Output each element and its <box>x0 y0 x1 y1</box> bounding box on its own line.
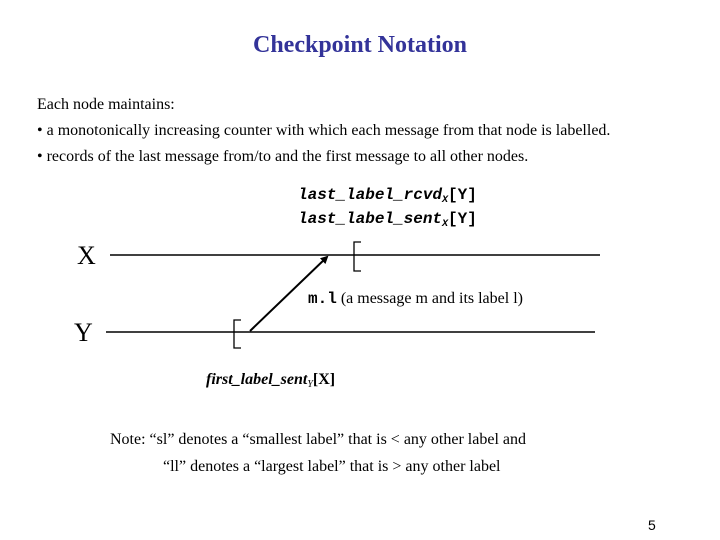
slide-title: Checkpoint Notation <box>252 32 468 58</box>
note-line-2: “ll” denotes a “largest label” that is > any other label <box>163 458 501 475</box>
label-subscript: Y <box>307 379 313 390</box>
label-name: first_label_sent <box>206 371 308 388</box>
checkpoint-bracket-y <box>234 320 241 348</box>
label-subscript: X <box>442 219 449 230</box>
first-label-sent-label <box>206 371 335 390</box>
message-code: m.l <box>308 290 337 308</box>
checkpoint-bracket-x <box>354 242 361 271</box>
label-arg: [X] <box>312 371 336 388</box>
label-arg: [Y] <box>448 186 477 204</box>
intro-heading: Each node maintains: <box>37 96 175 113</box>
intro-bullet-1: • a monotonically increasing counter with which each message from that node is labelled. <box>37 122 611 139</box>
intro-bullet-2: • records of the last message from/to and the first message to all other nodes. <box>37 148 529 165</box>
page-number: 5 <box>648 517 656 533</box>
note-text <box>110 426 526 480</box>
node-x-label: X <box>77 241 96 270</box>
note-line-1: Note: “sl” denotes a “smallest label” that is < any other label and <box>110 431 526 448</box>
label-name: last_label_rcvd <box>298 186 443 204</box>
label-arg: [Y] <box>448 210 477 228</box>
label-name: last_label_sent <box>298 210 443 228</box>
message-label <box>308 290 523 308</box>
label-subscript: X <box>442 195 449 206</box>
node-y-label: Y <box>74 318 93 347</box>
message-description: (a message m and its label l) <box>336 290 523 307</box>
